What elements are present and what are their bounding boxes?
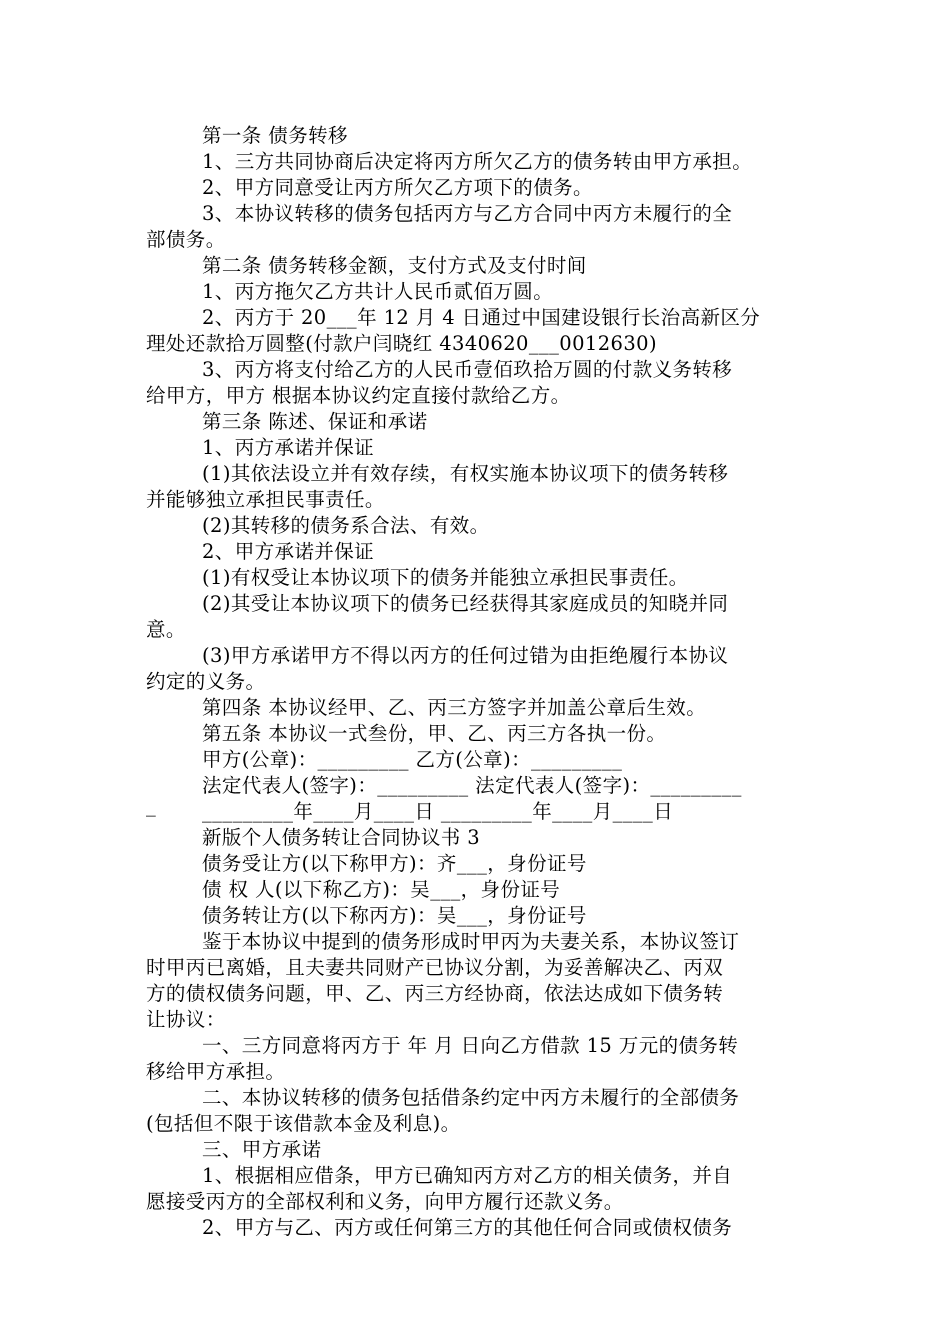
- paragraph-line: 3、本协议转移的债务包括丙方与乙方合同中丙方未履行的全: [202, 202, 733, 225]
- paragraph-line: (1)其依法设立并有效存续，有权实施本协议项下的债务转移: [202, 462, 729, 485]
- paragraph-line: (包括但不限于该借款本金及利息)。: [146, 1112, 461, 1135]
- article-3-heading: 第三条 陈述、保证和承诺: [202, 410, 428, 433]
- party-b-line: 债 权 人(以下称乙方)：吴___，身份证号: [202, 878, 561, 901]
- paragraph-line: (1)有权受让本协议项下的债务并能独立承担民事责任。: [202, 566, 689, 589]
- seal-line: 甲方(公章)：_________ 乙方(公章)：_________: [202, 748, 623, 771]
- party-a-line: 债务受让方(以下称甲方)：齐___，身份证号: [202, 852, 587, 875]
- paragraph-line: (2)其转移的债务系合法、有效。: [202, 514, 490, 537]
- paragraph-line: 1、根据相应借条，甲方已确知丙方对乙方的相关债务，并自: [202, 1164, 733, 1187]
- paragraph-line: 让协议：: [146, 1008, 226, 1031]
- paragraph-line: 时甲丙已离婚，且夫妻共同财产已协议分割，为妥善解决乙、丙双: [146, 956, 724, 979]
- paragraph-line: 意。: [146, 618, 186, 641]
- article-2-heading: 第二条 债务转移金额，支付方式及支付时间: [202, 254, 587, 277]
- section-heading: 三、甲方承诺: [202, 1138, 322, 1161]
- paragraph-line: 1、丙方拖欠乙方共计人民币贰佰万圆。: [202, 280, 554, 303]
- paragraph-line: 理处还款拾万圆整(付款户闫晓红 4340620___0012630): [146, 332, 657, 355]
- paragraph-line: 并能够独立承担民事责任。: [146, 488, 385, 511]
- paragraph-line: 1、三方共同协商后决定将丙方所欠乙方的债务转由甲方承担。: [202, 150, 753, 173]
- paragraph-line: (2)其受让本协议项下的债务已经获得其家庭成员的知晓并同: [202, 592, 729, 615]
- paragraph-line: 一、三方同意将丙方于 年 月 日向乙方借款 15 万元的债务转: [202, 1034, 739, 1057]
- paragraph-line: 鉴于本协议中提到的债务形成时甲丙为夫妻关系，本协议签订: [202, 930, 740, 953]
- article-5-line: 第五条 本协议一式叁份，甲、乙、丙三方各执一份。: [202, 722, 667, 745]
- paragraph-line: 二、本协议转移的债务包括借条约定中丙方未履行的全部债务: [202, 1086, 740, 1109]
- article-4-line: 第四条 本协议经甲、乙、丙三方签字并加盖公章后生效。: [202, 696, 707, 719]
- paragraph-line: 3、丙方将支付给乙方的人民币壹佰玖拾万圆的付款义务转移: [202, 358, 733, 381]
- contract-title: 新版个人债务转让合同协议书 3: [202, 826, 481, 849]
- article-1-heading: 第一条 债务转移: [202, 124, 348, 147]
- paragraph-line: 愿接受丙方的全部权利和义务，向甲方履行还款义务。: [146, 1190, 624, 1213]
- signature-line-overflow: _: [146, 794, 157, 817]
- paragraph-line: 部债务。: [146, 228, 226, 251]
- paragraph-line: 2、甲方承诺并保证: [202, 540, 375, 563]
- paragraph-line: (3)甲方承诺甲方不得以丙方的任何过错为由拒绝履行本协议: [202, 644, 729, 667]
- paragraph-line: 1、丙方承诺并保证: [202, 436, 375, 459]
- paragraph-line: 2、甲方与乙、丙方或任何第三方的其他任何合同或债权债务: [202, 1216, 733, 1239]
- paragraph-line: 方的债权债务问题，甲、乙、丙三方经协商，依法达成如下债务转: [146, 982, 724, 1005]
- date-line: _________年____月____日 _________年____月____日: [202, 800, 674, 823]
- party-c-line: 债务转让方(以下称丙方)：吴___，身份证号: [202, 904, 587, 927]
- paragraph-line: 约定的义务。: [146, 670, 266, 693]
- paragraph-line: 2、丙方于 20___年 12 月 4 日通过中国建设银行长治高新区分: [202, 306, 761, 329]
- paragraph-line: 给甲方，甲方 根据本协议约定直接付款给乙方。: [146, 384, 571, 407]
- paragraph-line: 2、甲方同意受让丙方所欠乙方项下的债务。: [202, 176, 593, 199]
- paragraph-line: 移给甲方承担。: [146, 1060, 286, 1083]
- signature-line: 法定代表人(签字)：_________ 法定代表人(签字)：_________: [202, 774, 742, 797]
